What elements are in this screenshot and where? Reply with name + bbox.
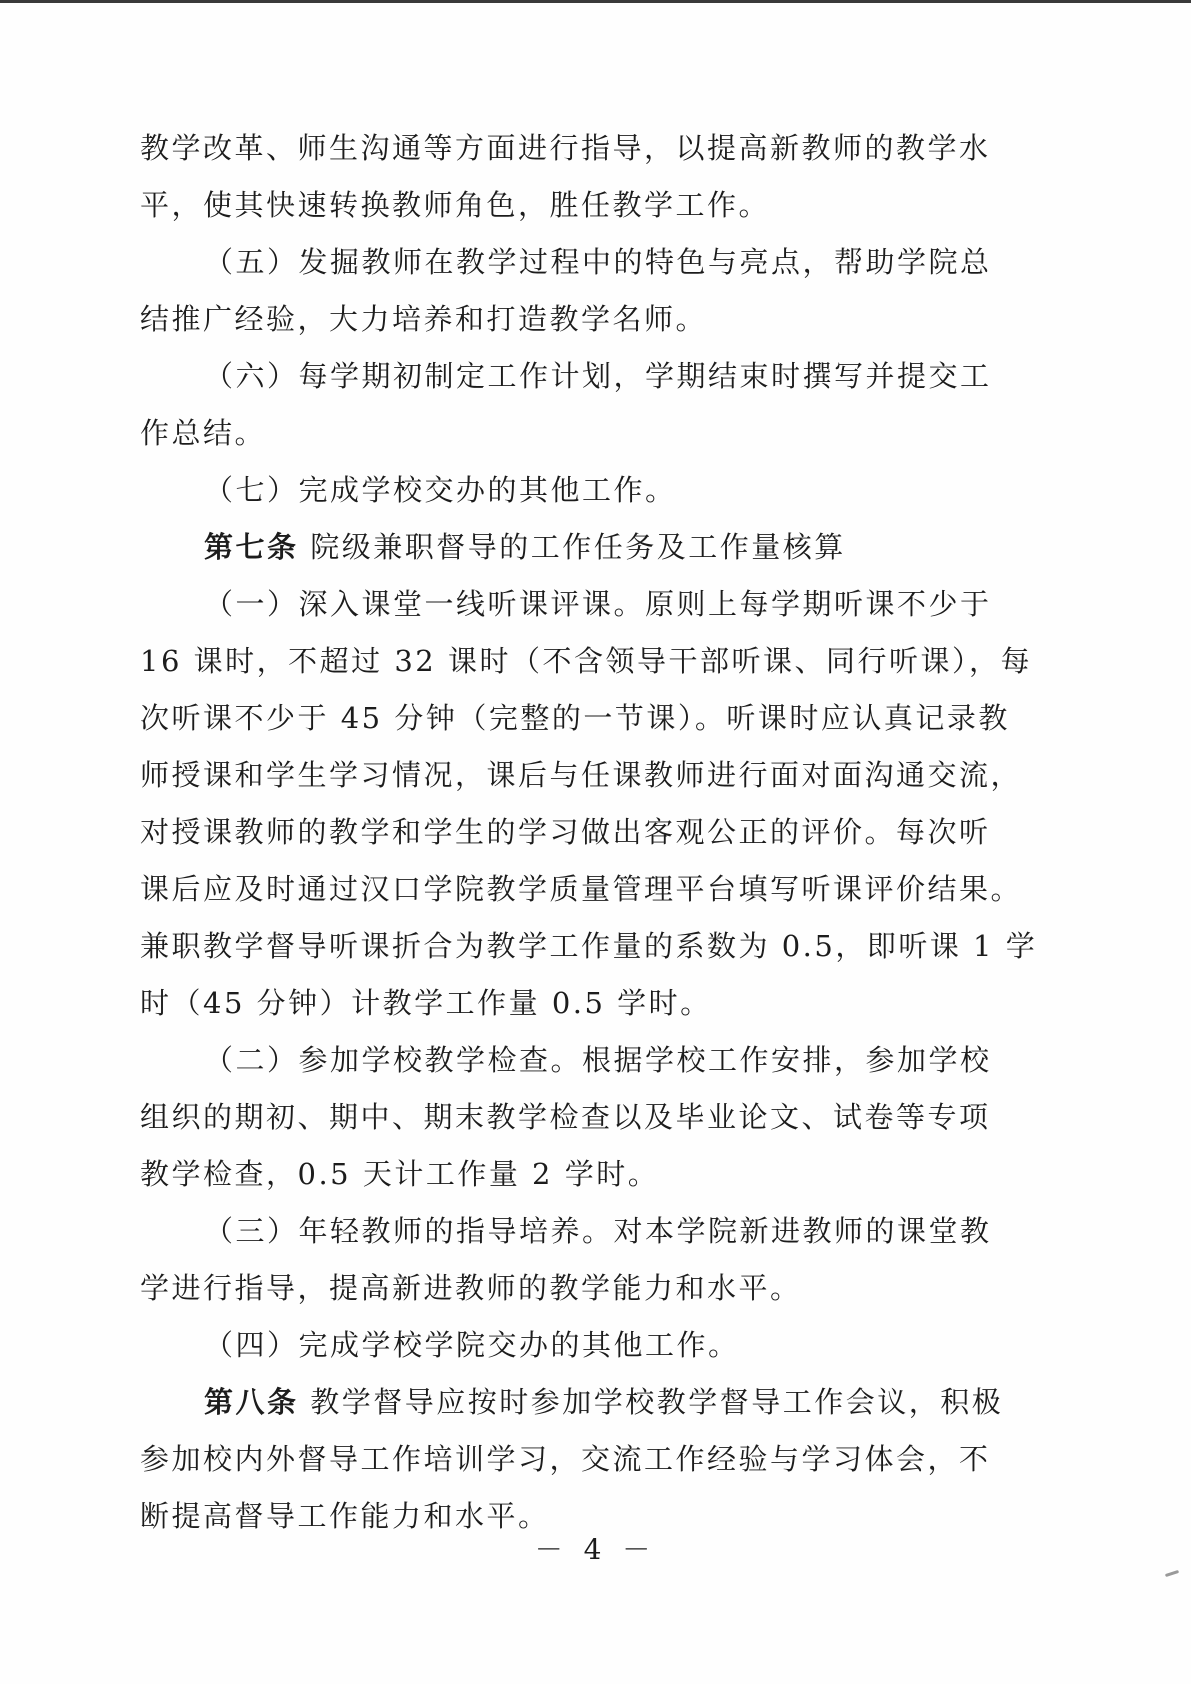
text-line-19: 教学检查，0.5 天计工作量 2 学时。 — [140, 1157, 660, 1191]
text-line-21: 学进行指导，提高新进教师的教学能力和水平。 — [140, 1271, 802, 1305]
scan-mark — [1165, 1570, 1179, 1577]
text-line-18: 组织的期初、期中、期末教学检查以及毕业论文、试卷等专项 — [140, 1100, 991, 1134]
text-line-11: 次听课不少于 45 分钟（完整的一节课）。听课时应认真记录教 — [140, 701, 1010, 735]
article-7-label: 第七条 — [204, 530, 299, 564]
article-7-heading — [140, 519, 1040, 576]
text-line-2: 平，使其快速转换教师角色，胜任教学工作。 — [140, 188, 771, 222]
page-number: － 4 － — [534, 1533, 657, 1566]
text-line-20: （三）年轻教师的指导培养。对本学院新进教师的课堂教 — [204, 1214, 992, 1248]
article-8-text: 教学督导应按时参加学校教学督导工作会议，积极 — [298, 1385, 1004, 1419]
text-line-25: 断提高督导工作能力和水平。 — [140, 1499, 550, 1533]
text-line-15: 兼职教学督导听课折合为教学工作量的系数为 0.5，即听课 1 学 — [140, 929, 1038, 963]
text-line-10: 16 课时，不超过 32 课时（不含领导干部听课、同行听课），每 — [140, 644, 1032, 678]
text-line-24: 参加校内外督导工作培训学习，交流工作经验与学习体会，不 — [140, 1442, 991, 1476]
text-line-3: （五）发掘教师在教学过程中的特色与亮点，帮助学院总 — [204, 245, 992, 279]
text-line-9: （一）深入课堂一线听课评课。原则上每学期听课不少于 — [204, 587, 992, 621]
text-line-14: 课后应及时通过汉口学院教学质量管理平台填写听课评价结果。 — [140, 872, 1023, 906]
text-line-16: 时（45 分钟）计教学工作量 0.5 学时。 — [140, 986, 712, 1020]
text-line-13: 对授课教师的教学和学生的学习做出客观公正的评价。每次听 — [140, 815, 991, 849]
text-line-6: 作总结。 — [140, 416, 267, 450]
text-line-17: （二）参加学校教学检查。根据学校工作安排，参加学校 — [204, 1043, 992, 1077]
article-8-paragraph — [140, 1374, 1040, 1431]
article-7-title: 院级兼职督导的工作任务及工作量核算 — [298, 530, 846, 564]
document-body — [140, 120, 1040, 1545]
text-line-12: 师授课和学生学习情况，课后与任课教师进行面对面沟通交流， — [140, 758, 1023, 792]
text-line-4: 结推广经验，大力培养和打造教学名师。 — [140, 302, 708, 336]
text-line-7: （七）完成学校交办的其他工作。 — [204, 473, 677, 507]
article-8-label: 第八条 — [204, 1385, 299, 1419]
text-line-1: 教学改革、师生沟通等方面进行指导，以提高新教师的教学水 — [140, 131, 991, 165]
text-line-5: （六）每学期初制定工作计划，学期结束时撰写并提交工 — [204, 359, 992, 393]
scan-top-edge — [0, 0, 1191, 3]
text-line-22: （四）完成学校学院交办的其他工作。 — [204, 1328, 740, 1362]
